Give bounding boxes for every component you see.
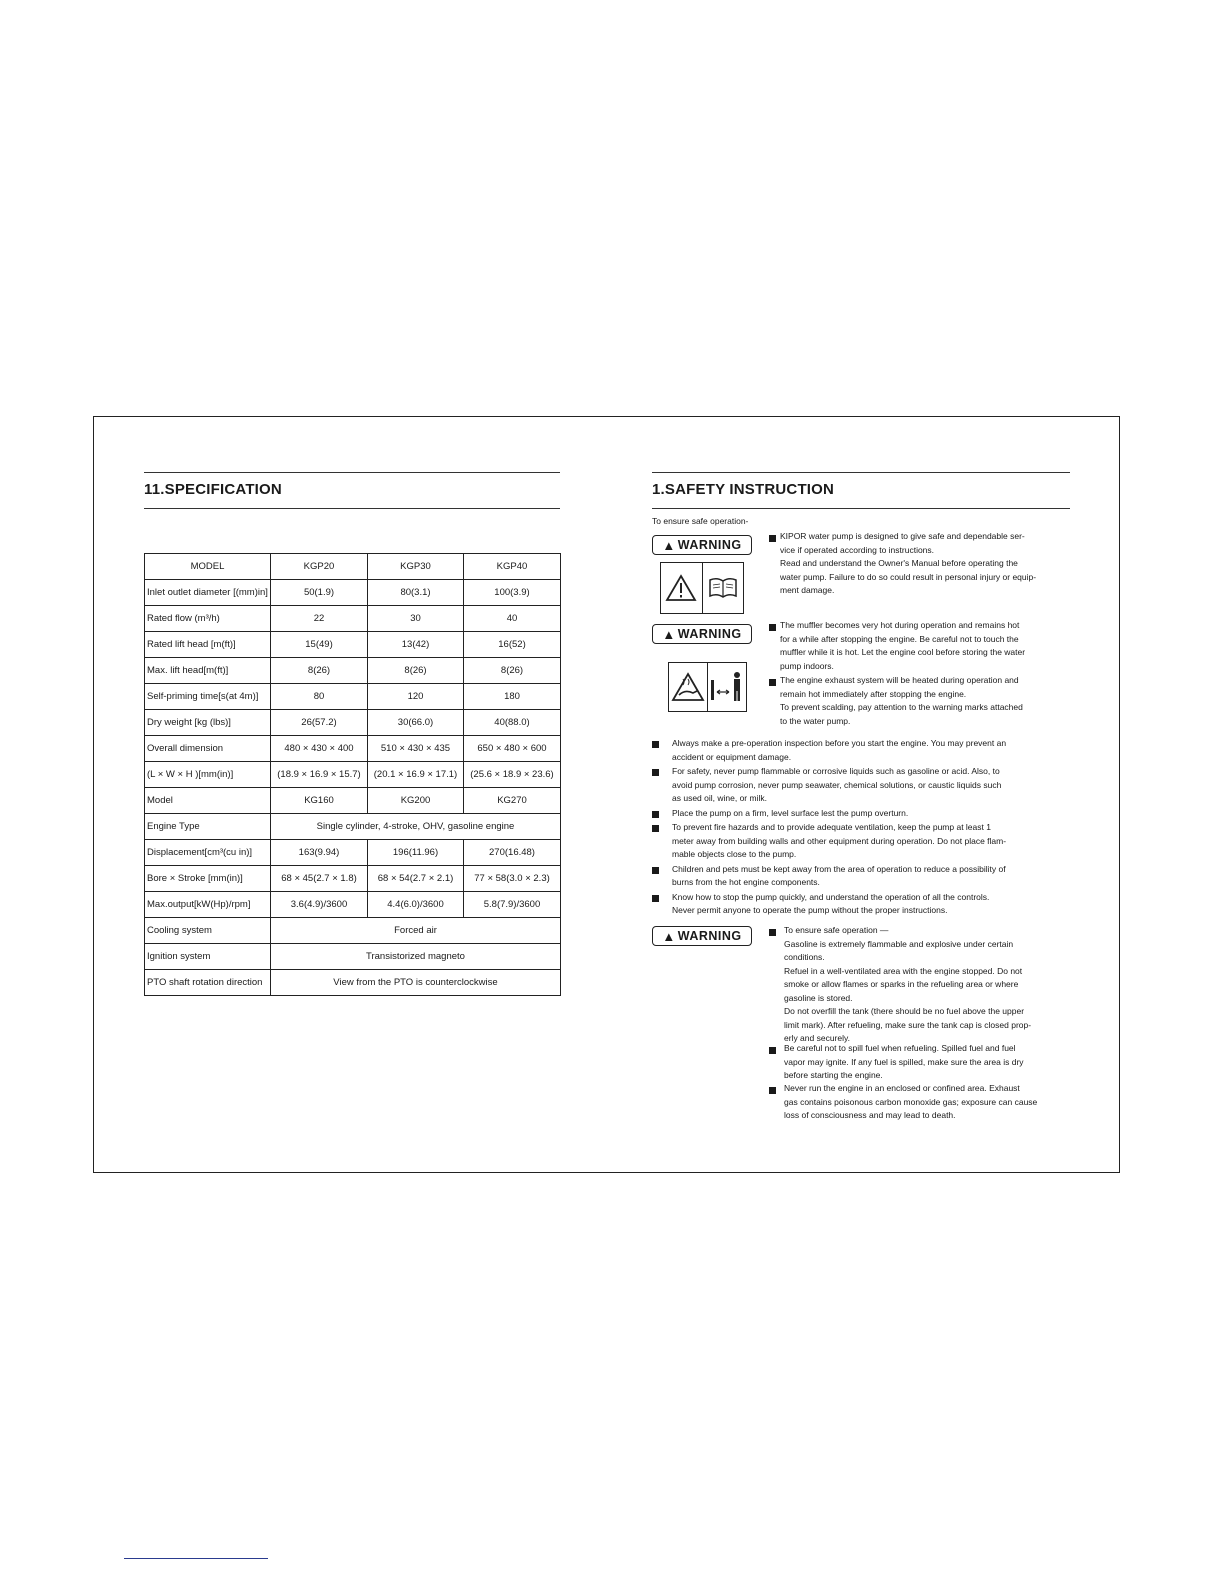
table-cell: 180	[464, 684, 561, 710]
table-row	[145, 658, 561, 684]
text-line: To prevent fire hazards and to provide adequate ventilation, keep the pump at least 1	[672, 822, 991, 832]
table-row	[145, 814, 561, 840]
table-cell: KG200	[368, 788, 464, 814]
table-cell: 40	[464, 606, 561, 632]
table-header-row	[145, 554, 561, 580]
text-line: mable objects close to the pump.	[672, 849, 797, 859]
text-line: Children and pets must be kept away from the area of operation to reduce a possibility of	[672, 863, 1006, 874]
table-cell: KGP30	[368, 554, 464, 580]
warning-triangle-icon: ▲	[662, 537, 676, 553]
text-line: accident or equipment damage.	[672, 751, 792, 762]
table-row	[145, 762, 561, 788]
table-cell: 22	[271, 606, 368, 632]
bullet-square	[652, 867, 659, 874]
text-line: loss of consciousness and may lead to death.	[784, 1110, 956, 1120]
table-cell: KGP20	[271, 554, 368, 580]
safety-top-rule	[652, 472, 1070, 473]
table-cell: 30(66.0)	[368, 710, 464, 736]
safety-list-item	[672, 807, 1070, 821]
table-cell: 8(26)	[271, 658, 368, 684]
table-cell: MODEL	[145, 554, 271, 580]
table-row	[145, 606, 561, 632]
text-line: burns from the hot engine components.	[672, 877, 820, 887]
safety-list-item	[672, 737, 1070, 764]
text-line: to the water pump.	[780, 715, 851, 726]
bullet-square	[769, 1087, 776, 1094]
bullet-square	[652, 895, 659, 902]
bullet-square	[652, 825, 659, 832]
text-line: Do not overfill the tank (there should be no fuel above the upper	[784, 1006, 1025, 1016]
warning-3-text-b	[784, 1042, 1072, 1083]
text-line: To prevent scalding, pay attention to the warning marks attached	[780, 702, 1023, 712]
text-line: Refuel in a well-ventilated area with the engine stopped. Do not	[784, 965, 1023, 976]
bullet-square	[652, 811, 659, 818]
hot-surface-pictogram	[668, 662, 747, 712]
table-cell: 5.8(7.9)/3600	[464, 892, 561, 918]
text-line: Always make a pre-operation inspection before you start the engine. You may prevent an	[672, 738, 1007, 748]
table-cell: Model	[145, 788, 271, 814]
table-cell: 100(3.9)	[464, 580, 561, 606]
text-line: Gasoline is extremely flammable and explosive under certain	[784, 938, 1014, 949]
table-row	[145, 580, 561, 606]
text-line: ment damage.	[780, 585, 835, 595]
text-line: pump indoors.	[780, 660, 834, 671]
table-cell: 80(3.1)	[368, 580, 464, 606]
table-cell: KGP40	[464, 554, 561, 580]
footnote-rule	[124, 1558, 268, 1559]
table-cell: 68 × 45(2.7 × 1.8)	[271, 866, 368, 892]
table-cell: Bore × Stroke [mm(in)]	[145, 866, 271, 892]
text-line: before starting the engine.	[784, 1070, 883, 1080]
warning-triangle-icon: ▲	[662, 626, 676, 642]
text-line: muffler while it is hot. Let the engine cool before storing the water	[780, 647, 1026, 657]
text-line: Read and understand the Owner's Manual before operating the	[780, 558, 1018, 568]
table-cell: 4.4(6.0)/3600	[368, 892, 464, 918]
table-cell: Single cylinder, 4-stroke, OHV, gasoline engine	[271, 814, 561, 840]
warning-2-text-b	[780, 674, 1070, 728]
table-cell: Max.output[kW(Hp)/rpm]	[145, 892, 271, 918]
text-line: smoke or allow flames or sparks in the refueling area or where	[784, 979, 1019, 989]
table-cell: 80	[271, 684, 368, 710]
table-cell: Max. lift head[m(ft)]	[145, 658, 271, 684]
table-row	[145, 970, 561, 996]
read-manual-book-icon	[702, 563, 744, 613]
warning-label-1	[652, 535, 752, 555]
bullet-square	[769, 1047, 776, 1054]
table-cell: (20.1 × 16.9 × 17.1)	[368, 762, 464, 788]
bullet-square	[769, 679, 776, 686]
text-line: erly and securely.	[784, 1033, 850, 1043]
bullet-square	[769, 624, 776, 631]
text-line: meter away from building walls and other equipment during operation. Do not place flam-	[672, 835, 1007, 846]
table-row	[145, 840, 561, 866]
safety-list-item	[672, 891, 1070, 918]
table-cell: 50(1.9)	[271, 580, 368, 606]
warning-label-2	[652, 624, 752, 644]
text-line: water pump. Failure to do so could result in personal injury or equip-	[780, 571, 1037, 582]
table-cell: KG270	[464, 788, 561, 814]
text-line: Know how to stop the pump quickly, and understand the operation of all the controls.	[672, 891, 990, 902]
table-row	[145, 918, 561, 944]
table-cell: Forced air	[271, 918, 561, 944]
table-cell: (L × W × H )[mm(in)]	[145, 762, 271, 788]
table-row	[145, 788, 561, 814]
table-cell: Self-priming time[s(at 4m)]	[145, 684, 271, 710]
table-cell: Rated flow (m³/h)	[145, 606, 271, 632]
warning-1-text	[780, 530, 1070, 598]
spec-heading: 11.SPECIFICATION	[144, 481, 282, 498]
table-cell: Cooling system	[145, 918, 271, 944]
manual-pictogram	[660, 562, 744, 614]
text-line: Never permit anyone to operate the pump without the proper instructions.	[672, 905, 948, 915]
table-cell: 77 × 58(3.0 × 2.3)	[464, 866, 561, 892]
table-cell: Overall dimension	[145, 736, 271, 762]
warning-text: WARNING	[677, 929, 742, 943]
table-cell: (25.6 × 18.9 × 23.6)	[464, 762, 561, 788]
text-line: KIPOR water pump is designed to give safe and dependable ser-	[780, 531, 1025, 541]
text-line: Place the pump on a firm, level surface lest the pump overturn.	[672, 807, 909, 818]
text-line: To ensure safe operation —	[784, 925, 889, 935]
table-cell: 510 × 430 × 435	[368, 736, 464, 762]
table-cell: Ignition system	[145, 944, 271, 970]
table-cell: Displacement[cm³(cu in)]	[145, 840, 271, 866]
table-row	[145, 710, 561, 736]
safety-list-item	[672, 863, 1070, 890]
text-line: For safety, never pump flammable or corrosive liquids such as gasoline or acid. Also, to	[672, 766, 1000, 776]
caution-triangle-icon	[661, 563, 702, 613]
keep-distance-person-icon	[707, 663, 746, 711]
table-cell: 40(88.0)	[464, 710, 561, 736]
warning-2-text-a	[780, 619, 1070, 673]
table-cell: 120	[368, 684, 464, 710]
specification-table	[144, 553, 561, 996]
text-line: for a while after stopping the engine. Be careful not to touch the	[780, 633, 1019, 644]
text-line: limit mark). After refueling, make sure the tank cap is closed prop-	[784, 1019, 1032, 1030]
bullet-square	[652, 741, 659, 748]
table-cell: 68 × 54(2.7 × 2.1)	[368, 866, 464, 892]
safety-list-item	[672, 821, 1070, 862]
text-line: Never run the engine in an enclosed or confined area. Exhaust	[784, 1083, 1020, 1093]
table-row	[145, 684, 561, 710]
safety-heading: 1.SAFETY INSTRUCTION	[652, 481, 835, 498]
table-cell: 8(26)	[368, 658, 464, 684]
table-cell: KG160	[271, 788, 368, 814]
table-cell: 3.6(4.9)/3600	[271, 892, 368, 918]
text-line: avoid pump corrosion, never pump seawater, chemical solutions, or caustic liquids such	[672, 779, 1002, 790]
table-cell: Inlet outlet diameter [(mm)in]	[145, 580, 271, 606]
table-row	[145, 944, 561, 970]
safety-intro: To ensure safe operation-	[652, 516, 749, 526]
text-line: remain hot immediately after stopping the engine.	[780, 688, 967, 699]
safety-bottom-rule	[652, 508, 1070, 509]
spec-top-rule	[144, 472, 560, 473]
table-row	[145, 632, 561, 658]
bullet-square	[769, 929, 776, 936]
table-cell: 26(57.2)	[271, 710, 368, 736]
table-row	[145, 892, 561, 918]
text-line: Be careful not to spill fuel when refueling. Spilled fuel and fuel	[784, 1043, 1016, 1053]
text-line: vice if operated according to instructions.	[780, 544, 935, 555]
table-cell: 30	[368, 606, 464, 632]
bullet-square	[652, 769, 659, 776]
table-cell: (18.9 × 16.9 × 15.7)	[271, 762, 368, 788]
table-row	[145, 736, 561, 762]
table-cell: 13(42)	[368, 632, 464, 658]
table-cell: PTO shaft rotation direction	[145, 970, 271, 996]
table-cell: 15(49)	[271, 632, 368, 658]
text-line: The engine exhaust system will be heated during operation and	[780, 675, 1019, 685]
text-line: gas contains poisonous carbon monoxide gas; exposure can cause	[784, 1096, 1038, 1107]
table-cell: 163(9.94)	[271, 840, 368, 866]
table-cell: 650 × 480 × 600	[464, 736, 561, 762]
text-line: gasoline is stored.	[784, 992, 853, 1003]
table-cell: Transistorized magneto	[271, 944, 561, 970]
text-line: as used oil, wine, or milk.	[672, 793, 767, 803]
table-cell: 196(11.96)	[368, 840, 464, 866]
table-cell: Rated lift head [m(ft)]	[145, 632, 271, 658]
warning-label-3	[652, 926, 752, 946]
spec-bottom-rule	[144, 508, 560, 509]
table-cell: 16(52)	[464, 632, 561, 658]
bullet-square	[769, 535, 776, 542]
text-line: vapor may ignite. If any fuel is spilled, make sure the area is dry	[784, 1056, 1024, 1067]
text-line: The muffler becomes very hot during operation and remains hot	[780, 620, 1020, 630]
text-line: conditions.	[784, 952, 825, 962]
table-cell: View from the PTO is counterclockwise	[271, 970, 561, 996]
safety-list-item	[672, 765, 1070, 806]
warning-triangle-icon: ▲	[662, 928, 676, 944]
table-cell: Engine Type	[145, 814, 271, 840]
warning-3-text-a	[784, 924, 1072, 1046]
hot-surface-hand-icon	[669, 663, 707, 711]
table-cell: 480 × 430 × 400	[271, 736, 368, 762]
warning-text: WARNING	[677, 627, 742, 641]
table-cell: 270(16.48)	[464, 840, 561, 866]
warning-3-text-c	[784, 1082, 1072, 1123]
warning-text: WARNING	[677, 538, 742, 552]
table-cell: Dry weight [kg (lbs)]	[145, 710, 271, 736]
table-row	[145, 866, 561, 892]
table-cell: 8(26)	[464, 658, 561, 684]
